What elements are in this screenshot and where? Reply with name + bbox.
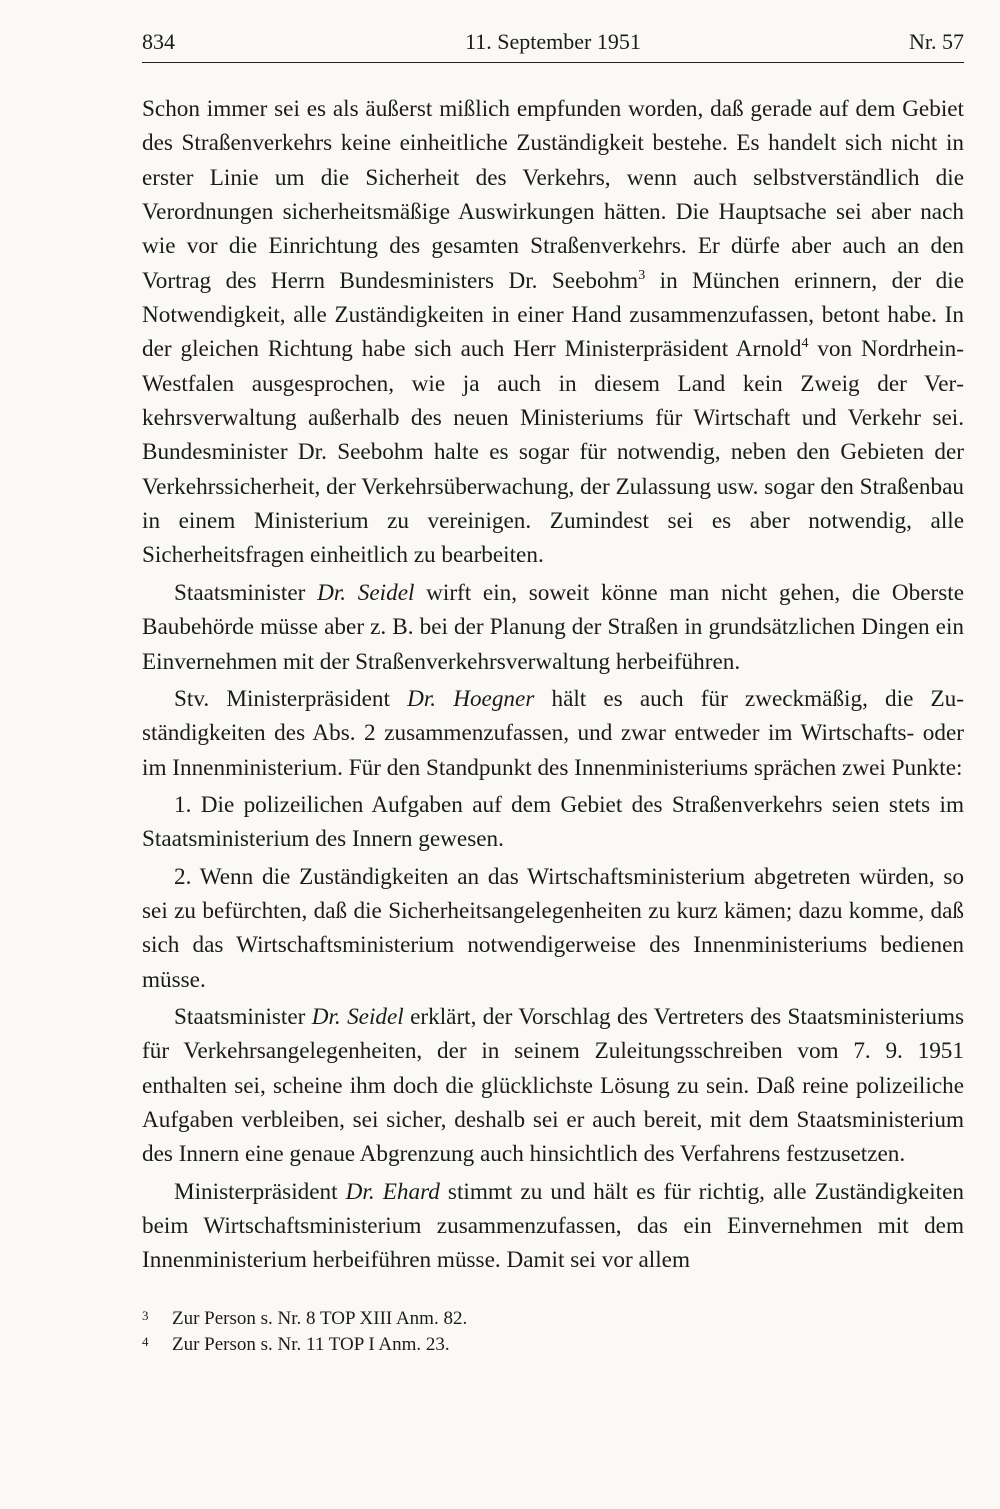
paragraph-7-text-b: stimmt zu und hält es für richtig, alle Zuständigkeiten beim Wirtschaftsministerium zusammenzufassen, das ein Einvernehmen mit dem Innenministerium herbeiführen müsse. Damit sei vor allem (142, 1178, 964, 1274)
speaker-name: Dr. Seidel (311, 1003, 404, 1030)
footnote-number: 4 (142, 1334, 149, 1349)
footnote-3 (142, 1306, 964, 1332)
paragraph-1-text-a: Schon immer sei es als äußerst mißlich empfunden worden, daß gerade auf dem Gebiet des Straßenverkehrs keine einheitliche Zuständigkeit bestehe. Es handelt sich nicht in erster Linie um die Sicherheit des Verkehrs, wenn auch selbstverständlich die Verordnungen sicherheitsmäßige Auswirkungen hätten. Die Hauptsache sei aber nach wie vor die Einrichtung des gesamten Straßenverkehrs. Er dürfe aber auch an den Vortrag des Herrn Bundesministers Dr. Seebohm (142, 96, 964, 294)
footnote-text: Zur Person s. Nr. 11 TOP I Anm. 23. (172, 1334, 450, 1355)
footnote-4 (142, 1332, 964, 1358)
paragraph-1-text-c: von Nordrhein-Westfalen ausgesprochen, wie ja auch in diesem Land kein Zweig der Verkehrsverwaltung außerhalb des neuen Ministeriums für Wirtschaft und Verkehr sei. Bundesminister Dr. Seebohm halte es sogar für notwendig, neben den Gebieten der Verkehrssicherheit, der Verkehrsüberwachung, der Zulassung usw. sogar den Straßenbau in einem Ministerium zu vereinigen. Zumindest sei es aber notwendig, alle Sicherheitsfragen einheitlich zu bearbeiten. (142, 336, 964, 569)
paragraph-3-text-a: Stv. Ministerpräsident (174, 685, 408, 712)
document-number: Nr. 57 (909, 29, 964, 54)
paragraph-4: 1. Die polizeilichen Aufgaben auf dem Gebiet des Straßenverkehrs seien stets im Staatsministerium des Innern gewesen. (142, 791, 964, 853)
speaker-name: Dr. Seidel (317, 579, 415, 606)
footnote-text: Zur Person s. Nr. 8 TOP XIII Anm. 82. (172, 1308, 468, 1329)
paragraph-6-text-a: Staatsminister (174, 1003, 312, 1030)
paragraph-2-text-b: wirft ein, soweit könne man nicht gehen, die Oberste Baubehörde müsse aber z. B. bei der Planung der Straßen in grundsätzlichen Dingen ein Einvernehmen mit der Straßenverkehrsverwaltung herbeiführen. (142, 579, 964, 675)
paragraph-2-text-a: Staatsminister (174, 579, 318, 606)
paragraph-6-text-b: erklärt, der Vorschlag des Vertreters des Staatsministeriums für Verkehrsangelegenheiten, der in seinem Zuleitungsschreiben vom 7. 9. 1951 enthalten sei, scheine ihm doch die glücklichste Lösung zu sein. Daß reine polizeiliche Aufgaben verbleiben, sei sicher, deshalb sei er auch bereit, mit dem Staatsministerium des Innern eine genaue Abgrenzung auch hinsichtlich des Verfahrens festzusetzen. (142, 1003, 964, 1168)
paragraph-5: 2. Wenn die Zuständigkeiten an das Wirtschaftsministerium abgetreten würden, so sei zu befürchten, daß die Sicherheitsangelegenheiten zu kurz kämen; dazu komme, daß sich das Wirtschaftsministerium notwendigerweise des Innenministeriums bedienen müsse. (142, 863, 964, 993)
speaker-name: Dr. Ehard (345, 1178, 440, 1205)
footnotes (142, 1306, 964, 1358)
page-number: 834 (142, 29, 175, 54)
paragraph-3 (142, 682, 964, 785)
footnote-ref-3[interactable]: 3 (638, 267, 646, 283)
paragraph-1 (142, 92, 964, 573)
page-header (142, 26, 964, 58)
paragraph-6 (142, 1000, 964, 1172)
paragraph-2 (142, 576, 964, 679)
header-date: 11. September 1951 (465, 29, 641, 54)
paragraph-7-text-a: Ministerpräsident (174, 1178, 346, 1205)
paragraph-1-text-b: in München erinnern, der die Notwendigkeit, alle Zuständigkeiten in einer Hand zusammenzufassen, betont habe. In der gleichen Richtung habe sich auch Herr Ministerpräsident Arnold (142, 267, 964, 363)
body-text (142, 92, 964, 1281)
footnote-number: 3 (142, 1308, 149, 1323)
footnote-ref-4[interactable]: 4 (801, 336, 809, 352)
paragraph-3-text-b: hält es auch für zweckmäßig, die Zuständigkeiten des Abs. 2 zusammenzufassen, und zwar entweder im Wirtschafts- oder im Innenministerium. Für den Standpunkt des Innenministeriums sprächen zwei Punkte: (142, 685, 964, 781)
paragraph-7 (142, 1175, 964, 1278)
speaker-name: Dr. Hoegner (407, 685, 535, 712)
header-rule (142, 62, 964, 63)
